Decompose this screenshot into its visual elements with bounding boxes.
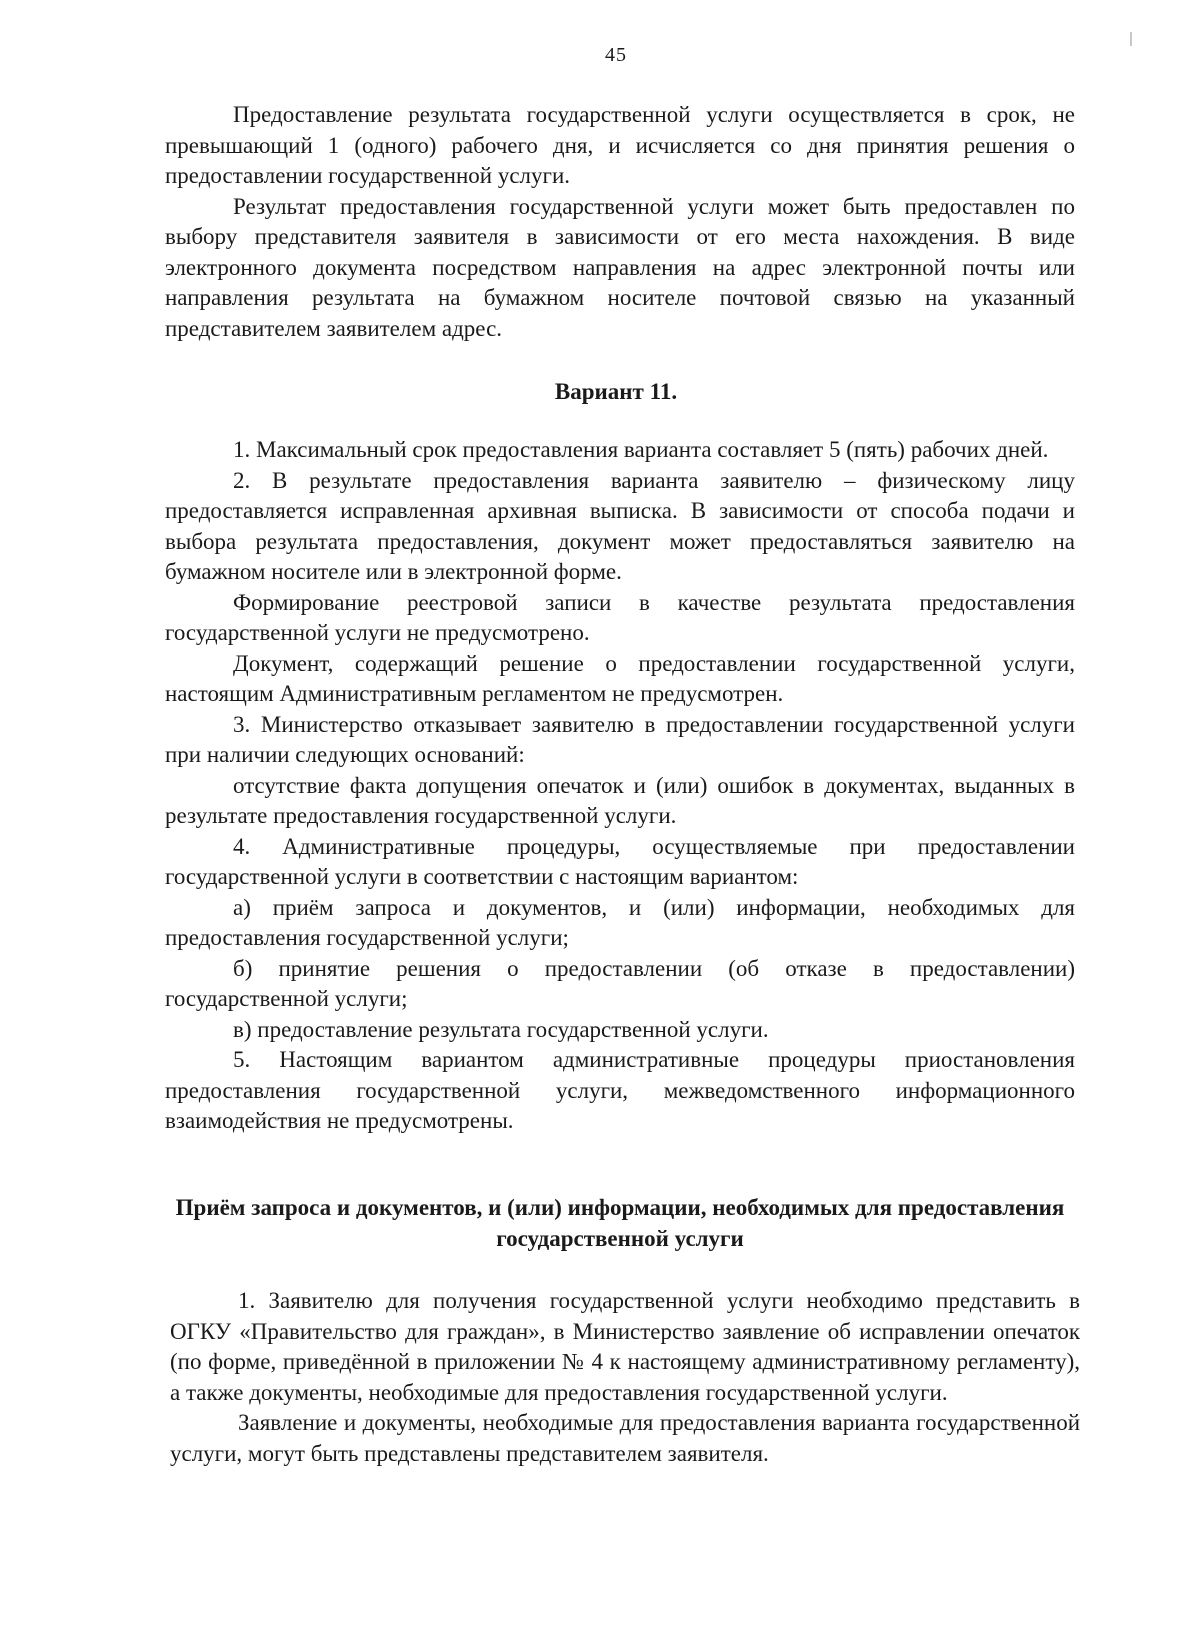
paragraph: 2. В результате предоставления варианта заявителю – физическому лицу предоставляется исправленная архивная выписка. В зависимости от способа подачи и выбора результата предоставления, документ может предоставляться заявителю на бумажном носителе или в электронной форме. bbox=[165, 467, 1075, 584]
paragraph: 1. Максимальный срок предоставления варианта составляет 5 (пять) рабочих дней. bbox=[233, 437, 1049, 462]
paragraph: 3. Министерство отказывает заявителю в предоставлении государственной услуги при наличии следующих оснований: bbox=[165, 711, 1075, 767]
intro-text-block bbox=[165, 100, 1075, 344]
page-number: 45 bbox=[605, 44, 627, 66]
section-heading-request-intake: Приём запроса и документов, и (или) информации, необходимых для предоставления государственной услуги bbox=[175, 1195, 1065, 1251]
paragraph: Результат предоставления государственной услуги может быть предоставлен по выбору представителя заявителя в зависимости от его места нахождения. В виде электронного документа посредством направления на адрес электронной почты или направления результата на бумажном носителе почтовой связью на указанный представителем заявителем адрес. bbox=[165, 193, 1075, 341]
paragraph: 4. Административные процедуры, осуществляемые при предоставлении государственной услуги в соответствии с настоящим вариантом: bbox=[165, 833, 1075, 889]
paragraph: отсутствие факта допущения опечаток и (или) ошибок в документах, выданных в результате предоставления государственной услуги. bbox=[165, 772, 1075, 828]
paragraph: 5. Настоящим вариантом административные процедуры приостановления предоставления государственной услуги, межведомственного информационного взаимодействия не предусмотрены. bbox=[165, 1047, 1075, 1133]
paragraph: б) принятие решения о предоставлении (об отказе в предоставлении) государственной услуги; bbox=[165, 955, 1075, 1011]
paragraph: 1. Заявителю для получения государственной услуги необходимо представить в ОГКУ «Правительство для граждан», в Министерство заявление об исправлении опечаток (по форме, приведённой в приложении № 4 к настоящему административному регламенту), а также документы, необходимые для предоставления государственной услуги. bbox=[170, 1288, 1080, 1405]
request-intake-text-block bbox=[170, 1286, 1080, 1469]
paragraph: а) приём запроса и документов, и (или) информации, необходимых для предоставления государственной услуги; bbox=[165, 894, 1075, 950]
paragraph: Заявление и документы, необходимые для предоставления варианта государственной услуги, могут быть представлены представителем заявителя. bbox=[170, 1410, 1080, 1466]
paragraph: в) предоставление результата государственной услуги. bbox=[233, 1016, 769, 1042]
section-heading-variant-11: Вариант 11. bbox=[554, 379, 678, 404]
variant-11-text-block bbox=[165, 435, 1075, 1137]
paragraph: Документ, содержащий решение о предоставлении государственной услуги, настоящим Административным регламентом не предусмотрен. bbox=[165, 650, 1075, 706]
paragraph: Предоставление результата государственной услуги осуществляется в срок, не превышающий 1 (одного) рабочего дня, и исчисляется со дня принятия решения о предоставлении государственной услуги. bbox=[165, 102, 1075, 188]
paragraph: Формирование реестровой записи в качестве результата предоставления государственной услуги не предусмотрено. bbox=[165, 589, 1075, 645]
